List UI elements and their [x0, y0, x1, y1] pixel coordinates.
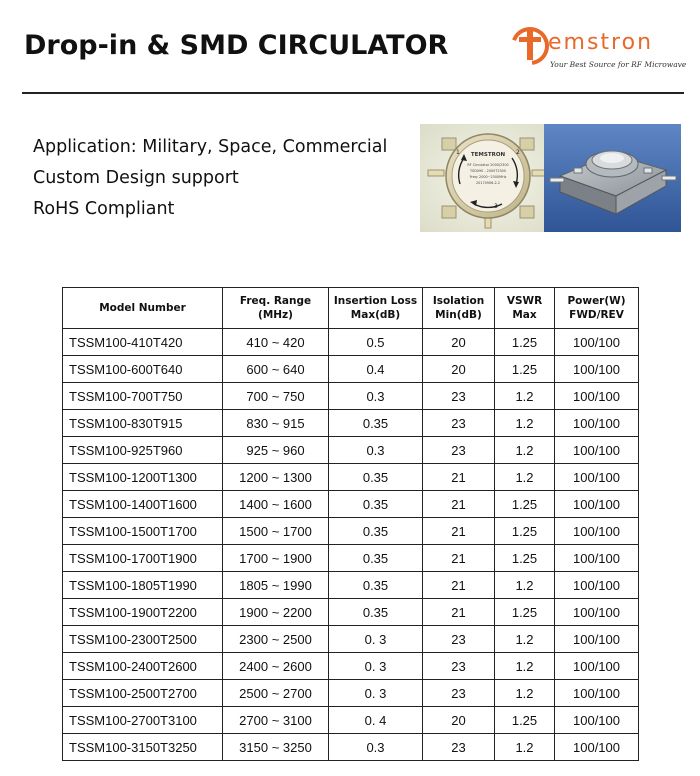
cell-insertion-loss: 0.3	[329, 437, 423, 464]
cell-insertion-loss: 0.35	[329, 518, 423, 545]
cell-model: TSSM100-925T960	[63, 437, 223, 464]
product-photo-smd	[544, 124, 681, 232]
table-row	[63, 707, 639, 734]
cell-freq-range: 1900 ~ 2200	[223, 599, 329, 626]
cell-freq-range: 830 ~ 915	[223, 410, 329, 437]
feature-item: Application: Military, Space, Commercial	[33, 137, 388, 157]
table-row	[63, 680, 639, 707]
col-header-power: Power(W) FWD/REV	[555, 288, 639, 329]
table-row	[63, 356, 639, 383]
table-row	[63, 464, 639, 491]
cell-freq-range: 2400 ~ 2600	[223, 653, 329, 680]
cell-freq-range: 600 ~ 640	[223, 356, 329, 383]
cell-isolation: 23	[423, 383, 495, 410]
cell-insertion-loss: 0.35	[329, 491, 423, 518]
table-row	[63, 329, 639, 356]
cell-vswr: 1.25	[495, 356, 555, 383]
cell-model: TSSM100-1400T1600	[63, 491, 223, 518]
cell-vswr: 1.25	[495, 491, 555, 518]
photo-label-line1: RF Circulator 2000/2300	[467, 163, 509, 167]
cell-insertion-loss: 0.35	[329, 464, 423, 491]
cell-power: 100/100	[555, 464, 639, 491]
cell-vswr: 1.2	[495, 437, 555, 464]
cell-power: 100/100	[555, 356, 639, 383]
cell-isolation: 21	[423, 572, 495, 599]
cell-isolation: 23	[423, 680, 495, 707]
photo-label-line4: 20170906-2-2	[475, 181, 501, 185]
cell-power: 100/100	[555, 491, 639, 518]
cell-isolation: 21	[423, 518, 495, 545]
cell-power: 100/100	[555, 329, 639, 356]
cell-power: 100/100	[555, 653, 639, 680]
photo-port-1: 1	[456, 149, 460, 156]
cell-vswr: 1.2	[495, 626, 555, 653]
cell-isolation: 20	[423, 329, 495, 356]
cell-isolation: 21	[423, 491, 495, 518]
cell-power: 100/100	[555, 599, 639, 626]
cell-model: TSSM100-830T915	[63, 410, 223, 437]
col-header-isolation: Isolation Min(dB)	[423, 288, 495, 329]
photo-port-3: 3	[494, 203, 498, 210]
product-photo-dropin	[420, 124, 557, 232]
header-divider	[22, 92, 684, 94]
cell-insertion-loss: 0.35	[329, 572, 423, 599]
cell-isolation: 20	[423, 356, 495, 383]
temstron-logo	[510, 24, 687, 76]
cell-insertion-loss: 0.35	[329, 410, 423, 437]
cell-insertion-loss: 0.35	[329, 545, 423, 572]
cell-power: 100/100	[555, 572, 639, 599]
feature-item: Custom Design support	[33, 168, 239, 188]
cell-power: 100/100	[555, 383, 639, 410]
table-row	[63, 383, 639, 410]
cell-model: TSSM100-1700T1900	[63, 545, 223, 572]
cell-isolation: 23	[423, 437, 495, 464]
cell-freq-range: 2300 ~ 2500	[223, 626, 329, 653]
cell-freq-range: 925 ~ 960	[223, 437, 329, 464]
cell-insertion-loss: 0.5	[329, 329, 423, 356]
table-row	[63, 626, 639, 653]
cell-vswr: 1.2	[495, 464, 555, 491]
cell-model: TSSM100-700T750	[63, 383, 223, 410]
cell-freq-range: 1200 ~ 1300	[223, 464, 329, 491]
cell-isolation: 21	[423, 545, 495, 572]
cell-model: TSSM100-1900T2200	[63, 599, 223, 626]
cell-insertion-loss: 0.3	[329, 383, 423, 410]
cell-model: TSSM100-1200T1300	[63, 464, 223, 491]
cell-vswr: 1.25	[495, 518, 555, 545]
cell-model: TSSM100-2400T2600	[63, 653, 223, 680]
cell-isolation: 23	[423, 410, 495, 437]
table-row	[63, 518, 639, 545]
cell-vswr: 1.25	[495, 599, 555, 626]
cell-vswr: 1.2	[495, 653, 555, 680]
page-title: Drop-in & SMD CIRCULATOR	[24, 30, 449, 61]
photo-label-line3: Freq: 2000~2300MHz	[469, 175, 507, 179]
table-row	[63, 491, 639, 518]
cell-vswr: 1.2	[495, 680, 555, 707]
cell-model: TSSM100-1805T1990	[63, 572, 223, 599]
cell-model: TSSM100-2500T2700	[63, 680, 223, 707]
cell-power: 100/100	[555, 518, 639, 545]
cell-model: TSSM100-410T420	[63, 329, 223, 356]
cell-power: 100/100	[555, 734, 639, 761]
cell-freq-range: 410 ~ 420	[223, 329, 329, 356]
table-row	[63, 653, 639, 680]
table-row	[63, 410, 639, 437]
cell-isolation: 21	[423, 464, 495, 491]
cell-model: TSSM100-3150T3250	[63, 734, 223, 761]
cell-vswr: 1.2	[495, 383, 555, 410]
cell-power: 100/100	[555, 545, 639, 572]
col-header-freq: Freq. Range (MHz)	[223, 288, 329, 329]
cell-vswr: 1.25	[495, 545, 555, 572]
cell-power: 100/100	[555, 626, 639, 653]
cell-vswr: 1.2	[495, 572, 555, 599]
circulator-spec-table	[62, 287, 639, 761]
cell-power: 100/100	[555, 410, 639, 437]
cell-isolation: 23	[423, 626, 495, 653]
cell-freq-range: 3150 ~ 3250	[223, 734, 329, 761]
cell-power: 100/100	[555, 680, 639, 707]
cell-model: TSSM100-600T640	[63, 356, 223, 383]
photo-brand-label: TEMSTRON	[470, 152, 506, 158]
cell-insertion-loss: 0. 3	[329, 680, 423, 707]
cell-isolation: 20	[423, 707, 495, 734]
cell-insertion-loss: 0.35	[329, 599, 423, 626]
table-row	[63, 734, 639, 761]
logo-t-mark-icon	[510, 24, 550, 68]
cell-freq-range: 2500 ~ 2700	[223, 680, 329, 707]
cell-vswr: 1.2	[495, 410, 555, 437]
cell-freq-range: 1805 ~ 1990	[223, 572, 329, 599]
table-header-row	[63, 288, 639, 329]
cell-vswr: 1.25	[495, 707, 555, 734]
cell-power: 100/100	[555, 707, 639, 734]
feature-list	[33, 132, 387, 225]
photo-label-line2: TSD090 - 2000T2300	[469, 169, 507, 173]
cell-freq-range: 1400 ~ 1600	[223, 491, 329, 518]
cell-freq-range: 700 ~ 750	[223, 383, 329, 410]
cell-isolation: 23	[423, 653, 495, 680]
logo-wordmark: emstron	[548, 30, 654, 55]
feature-item: RoHS Compliant	[33, 199, 175, 219]
cell-insertion-loss: 0. 3	[329, 653, 423, 680]
table-row	[63, 599, 639, 626]
table-row	[63, 545, 639, 572]
col-header-insertion-loss: Insertion Loss Max(dB)	[329, 288, 423, 329]
col-header-vswr: VSWR Max	[495, 288, 555, 329]
cell-vswr: 1.2	[495, 734, 555, 761]
cell-model: TSSM100-1500T1700	[63, 518, 223, 545]
cell-freq-range: 1700 ~ 1900	[223, 545, 329, 572]
table-row	[63, 437, 639, 464]
cell-vswr: 1.25	[495, 329, 555, 356]
table-row	[63, 572, 639, 599]
photo-port-2: 2	[516, 149, 520, 156]
cell-freq-range: 2700 ~ 3100	[223, 707, 329, 734]
cell-insertion-loss: 0. 4	[329, 707, 423, 734]
cell-insertion-loss: 0.4	[329, 356, 423, 383]
cell-insertion-loss: 0.3	[329, 734, 423, 761]
cell-model: TSSM100-2300T2500	[63, 626, 223, 653]
cell-freq-range: 1500 ~ 1700	[223, 518, 329, 545]
cell-isolation: 21	[423, 599, 495, 626]
cell-insertion-loss: 0. 3	[329, 626, 423, 653]
cell-model: TSSM100-2700T3100	[63, 707, 223, 734]
cell-isolation: 23	[423, 734, 495, 761]
logo-tagline: Your Best Source for RF Microwave	[550, 60, 687, 69]
cell-power: 100/100	[555, 437, 639, 464]
col-header-model: Model Number	[63, 288, 223, 329]
